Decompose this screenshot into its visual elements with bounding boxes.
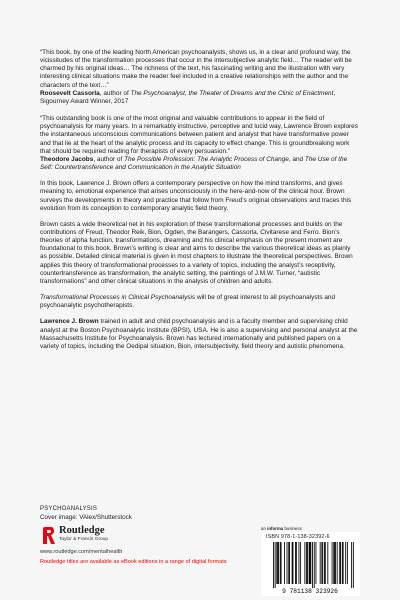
barcode-bar [292, 542, 293, 584]
barcode-bar [284, 542, 285, 584]
barcode-bar [324, 542, 325, 584]
isbn-label: ISBN 978-1-138-32392-6 [266, 534, 330, 540]
barcode-bar [310, 542, 311, 584]
barcode-bar [295, 542, 296, 584]
barcode-bar [287, 542, 288, 584]
barcode-bar [304, 542, 305, 584]
barcode-bar [332, 542, 333, 584]
publisher-logo [40, 525, 135, 547]
barcode-bar [289, 542, 290, 584]
barcode-bar [345, 542, 346, 584]
book-title: The Psychoanalyst, the Theater of Dreams and the Clinic of Enactment [130, 89, 334, 97]
attribution-text: , author of [99, 89, 131, 97]
author-bio [40, 318, 358, 351]
barcode-bar [316, 542, 317, 584]
barcode-bar [343, 542, 344, 584]
barcode [265, 542, 356, 594]
barcode-bar [288, 542, 289, 584]
description-paragraph: Brown casts a wide theoretical net in his exploration of these transformational processes and builds on the contributions of Freud, Theodor Reik, Bion, Ogden, the Barangers, Cassorla, Civitarese and Ferro. Bion’s theories of alpha function, transformations, dreaming and his clinical emphasis on the present moment are foundational to this book. Brown’s writing is clear and aims to describe the various theoretical ideas as plainly as possible. Detailed clinical material is given in most chapters to illustrate the theoretical perspectives. Brown applies this theory of transformational processes to a variety of topics, including the analyst’s receptivity, countertransference as transformation, the analytic setting, the paintings of J.M.W. Turner, “autistic transformations” and other clinical situations in the analysis of children and adults. [40, 220, 353, 285]
subject-category: PSYCHOANALYSIS [40, 506, 98, 512]
barcode-bar [322, 542, 323, 584]
description-paragraph: In this book, Lawrence J. Brown offers a contemporary perspective on how the mind transforms, and gives meaning to, emotional experience that arises unconsciously in the here-and-now of the clinical hour. Brown surveys the developments in theory and practice that follow from Freud’s original observations and traces this evolution from its conception to contemporary analytic field theory. [40, 180, 352, 212]
attribution-text: , author of [93, 155, 125, 163]
publisher-subtitle: Taylor & Francis Group [59, 537, 109, 542]
informa-prefix: an [261, 526, 268, 531]
barcode-bar [280, 542, 281, 584]
audience-paragraph [40, 294, 358, 310]
book-title: The Use of the Self: Countertransference and Communication in the Analytic Situation [40, 155, 348, 172]
publisher-name: Routledge [59, 525, 105, 536]
barcode-bar [321, 542, 322, 584]
barcode-block [261, 532, 360, 596]
barcode-bar [275, 542, 276, 588]
book-title: The Possible Profession: The Analytic Process of Change [124, 155, 289, 163]
barcode-bar [312, 542, 313, 588]
quote-author: Roosevelt Cassorla [40, 89, 100, 97]
audience-text: will be of great interest to all psychoanalysts and psychoanalytic psychotherapists. [40, 294, 336, 310]
informa-business-label [261, 526, 302, 531]
quote-jacobs: “This outstanding book is one of the most original and valuable contributions to appear in the field of psychoanalysis for many years. In a remarkably instructive, perceptive and lucid way, Lawrence Brown explores the instantaneous unconscious communications between patient and analyst that have transformative power and that lie at the heart of the analytic process and its capacity to effect change. This is groundbreaking work that should be required reading for therapists of every persuasion.” [40, 115, 358, 155]
author-name: Lawrence J. Brown [40, 318, 99, 326]
quote-cassorla: “This book, by one of the leading North American psychoanalysts, shows us, in a clear and profound way, the vicissitudes of the transformation processes that occur in the intersubjective analytic field… The reader will be charmed by his original ideas… The richness of the text, his fascinating writing and the illustration with very interesting clinical situations make the reader feel included in a creative relationships with the author and the characters of the text…” [40, 49, 352, 89]
barcode-bar [333, 542, 334, 584]
barcode-bar [347, 542, 348, 584]
quote-attribution-cassorla [40, 90, 358, 106]
barcode-bar [296, 542, 297, 584]
barcode-bar [340, 542, 341, 584]
back-cover-text [40, 49, 358, 351]
barcode-bar [299, 542, 300, 584]
barcode-bar [334, 542, 335, 584]
attribution-text: , Sigourney Award Winner, 2017 [40, 89, 336, 105]
barcode-bar [339, 542, 340, 584]
barcode-bar [335, 542, 336, 584]
barcode-bar [325, 542, 326, 584]
barcode-bar [342, 542, 343, 584]
book-title: Transformational Processes in Clinical Psychoanalysis [40, 294, 196, 302]
barcode-bar [306, 542, 307, 584]
barcode-bar [276, 542, 277, 584]
barcode-bar [310, 542, 311, 584]
barcode-bar [309, 542, 310, 584]
barcode-bar [320, 542, 321, 584]
informa-brand: informa [267, 526, 284, 531]
barcode-bar [351, 542, 352, 588]
barcode-digits: 9 781138 323926 [282, 588, 338, 594]
barcode-bar [293, 542, 294, 584]
barcode-bar [314, 542, 315, 588]
barcode-bar [353, 542, 354, 588]
publisher-url: www.routledge.com/mentalhealth [40, 549, 123, 555]
barcode-bar [278, 542, 279, 584]
barcode-bar [300, 542, 301, 584]
barcode-bar [307, 542, 308, 584]
barcode-bar [327, 542, 328, 584]
quote-attribution-jacobs [40, 156, 358, 172]
barcode-bar [337, 542, 338, 584]
attribution-text: , and [288, 155, 305, 163]
cover-credit: Cover image: VAlex/Shutterstock [40, 514, 132, 521]
routledge-logo-icon [40, 526, 56, 545]
informa-suffix: business [283, 526, 302, 531]
quote-author: Theodore Jacobs [40, 155, 94, 163]
bio-text: trained in adult and child psychoanalysis and is a faculty member and supervising child analyst at the Boston Psychoanalytic Institute (BPSI), USA. He is also a supervising and personal analyst at the Massachusetts Institute for Psychoanalysis. Brown has lectured internationally and published papers on a variety of topics, including the Oedipal situation, Bion, intersubjectivity, field theory and autistic phenomena. [40, 318, 358, 350]
barcode-bar [277, 542, 278, 584]
ebook-tagline: Routledge titles are available as eBook editions in a range of digital formats [40, 559, 227, 565]
barcode-bar [281, 542, 282, 584]
barcode-bar [273, 542, 274, 588]
